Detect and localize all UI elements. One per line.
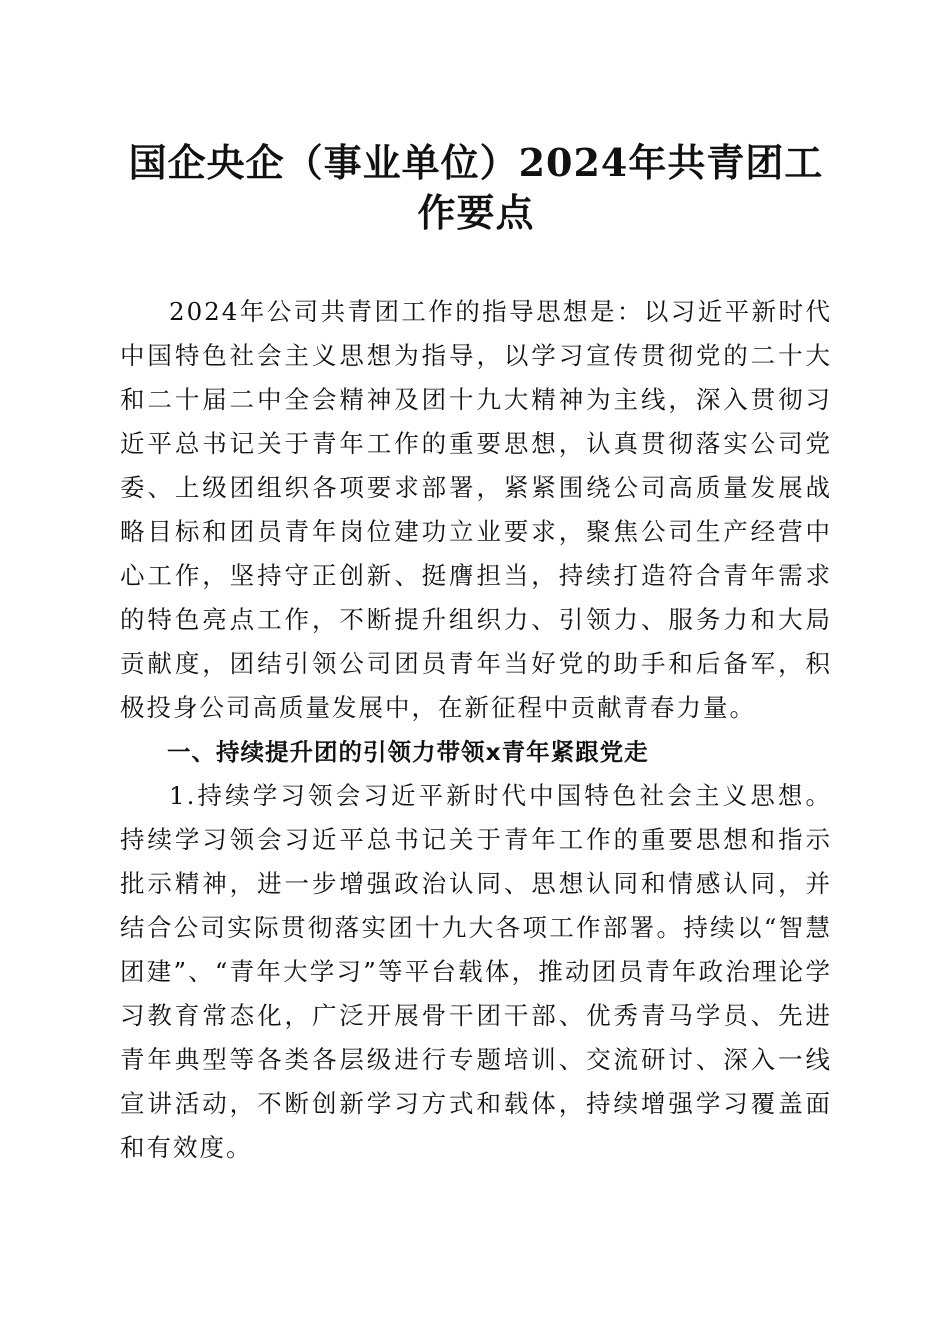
section-heading: 一、持续提升团的引领力带领x青年紧跟党走 bbox=[167, 738, 649, 766]
document-body bbox=[120, 290, 832, 1170]
intro-paragraph: 2024年公司共青团工作的指导思想是：以习近平新时代中国特色社会主义思想为指导，以学习宣传贯彻党的二十大和二十届二中全会精神及团十九大精神为主线，深入贯彻习近平总书记关于青年工作的重要思想，认真贯彻落实公司党委、上级团组织各项要求部署，紧紧围绕公司高质量发展战略目标和团员青年岗位建功立业要求，聚焦公司生产经营中心工作，坚持守正创新、挺膺担当，持续打造符合青年需求的特色亮点工作，不断提升组织力、引领力、服务力和大局贡献度，团结引领公司团员青年当好党的助手和后备军，积极投身公司高质量发展中，在新征程中贡献青春力量。 bbox=[120, 297, 832, 722]
item-paragraph: 1.持续学习领会习近平新时代中国特色社会主义思想。持续学习领会习近平总书记关于青年工作的重要思想和指示批示精神，进一步增强政治认同、思想认同和情感认同，并结合公司实际贯彻落实团十九大各项工作部署。持续以“智慧团建”、“青年大学习”等平台载体，推动团员青年政治理论学习教育常态化，广泛开展骨干团干部、优秀青马学员、先进青年典型等各类各层级进行专题培训、交流研讨、深入一线宣讲活动，不断创新学习方式和载体，持续增强学习覆盖面和有效度。 bbox=[120, 781, 832, 1162]
document-page bbox=[120, 138, 832, 1170]
document-title: 国企央企（事业单位）2024年共青团工作要点 bbox=[128, 140, 824, 235]
